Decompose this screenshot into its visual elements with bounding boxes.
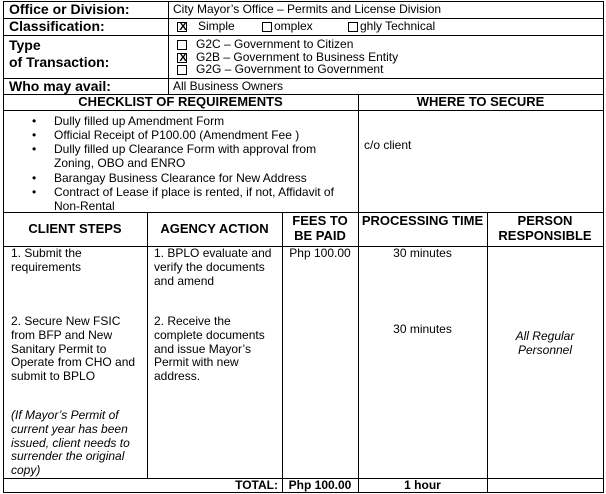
transaction-label-line1: Type bbox=[9, 37, 41, 53]
processing-time-1: 30 minutes bbox=[393, 246, 452, 260]
where-value: c/o client bbox=[364, 138, 412, 152]
total-fee: Php 100.00 bbox=[288, 478, 352, 492]
fee-1: Php 100.00 bbox=[289, 246, 351, 260]
transaction-g2b-label: G2B – Government to Business Entity bbox=[196, 50, 399, 64]
person-responsible-header: PERSON RESPONSIBLE bbox=[498, 213, 592, 243]
processing-time-2: 30 minutes bbox=[393, 322, 452, 336]
checklist-item: • Dully filled up Amendment Form bbox=[32, 114, 225, 128]
bullet-icon: • bbox=[32, 171, 37, 185]
rule bbox=[168, 1, 169, 94]
client-note: (If Mayor’s Permit of current year has been issued, client needs to surrender the original copy) bbox=[11, 408, 130, 478]
rule bbox=[358, 94, 359, 212]
bullet-icon: • bbox=[32, 114, 37, 128]
checklist-header: CHECKLIST OF REQUIREMENTS bbox=[78, 94, 283, 109]
transaction-g2g-checkbox[interactable] bbox=[177, 65, 187, 75]
checklist-item: • Official Receipt of P100.00 (Amendment Fee ) bbox=[32, 128, 300, 142]
agency-action-header: AGENCY ACTION bbox=[160, 221, 269, 236]
client-steps-header: CLIENT STEPS bbox=[28, 221, 122, 236]
processing-time-header: PROCESSING TIME bbox=[361, 213, 484, 228]
transaction-g2c-checkbox[interactable] bbox=[177, 40, 187, 50]
bullet-icon: • bbox=[32, 128, 37, 142]
office-label: Office or Division: bbox=[9, 1, 130, 17]
rule bbox=[147, 212, 148, 478]
where-header: WHERE TO SECURE bbox=[416, 94, 545, 109]
classification-simple-label: Simple bbox=[198, 19, 235, 33]
classification-label: Classification: bbox=[9, 18, 105, 34]
total-label: TOTAL: bbox=[235, 478, 278, 492]
transaction-g2g-label: G2G – Government to Government bbox=[196, 62, 384, 76]
bullet-icon: • bbox=[32, 142, 37, 156]
client-step-2: 2. Secure New FSIC from BFP and New Sanitary Permit to Operate from CHO and submit to BPLO bbox=[11, 314, 136, 384]
classification-complex-label: omplex bbox=[274, 19, 313, 33]
classification-highly-technical-checkbox[interactable] bbox=[348, 22, 358, 32]
checklist-item: • Contract of Lease if place is rented, if not, Affidavit of Non-Rental bbox=[32, 185, 334, 213]
rule bbox=[487, 212, 488, 493]
rule bbox=[3, 1, 4, 493]
classification-highly-technical-label: ghly Technical bbox=[360, 19, 436, 33]
total-time: 1 hour bbox=[404, 478, 441, 492]
agency-action-1: 1. BPLO evaluate and verify the documents and amend bbox=[154, 246, 272, 288]
rule bbox=[3, 35, 604, 36]
classification-complex-checkbox[interactable] bbox=[262, 22, 272, 32]
transaction-g2c-label: G2C – Government to Citizen bbox=[196, 37, 354, 51]
checklist-item: • Barangay Business Clearance for New Address bbox=[32, 171, 307, 185]
agency-action-2: 2. Receive the complete documents and issue Mayor’s Permit with new address. bbox=[154, 314, 265, 384]
person-responsible-value: All Regular Personnel bbox=[515, 329, 575, 357]
rule bbox=[603, 1, 604, 493]
who-label: Who may avail: bbox=[9, 78, 111, 94]
rule bbox=[3, 110, 604, 111]
checklist-item: • Dully filled up Clearance Form with approval from Zoning, OBO and ENRO bbox=[32, 142, 317, 170]
fees-header: FEES TO BE PAID bbox=[292, 213, 348, 243]
bullet-icon: • bbox=[32, 185, 37, 199]
office-value: City Mayor’s Office – Permits and License Division bbox=[173, 2, 442, 16]
transaction-label-line2: of Transaction: bbox=[9, 54, 110, 70]
who-value: All Business Owners bbox=[173, 79, 284, 93]
client-step-1: 1. Submit the requirements bbox=[11, 246, 82, 274]
transaction-g2b-checkbox[interactable] bbox=[177, 53, 187, 63]
classification-simple-checkbox[interactable] bbox=[177, 22, 187, 32]
